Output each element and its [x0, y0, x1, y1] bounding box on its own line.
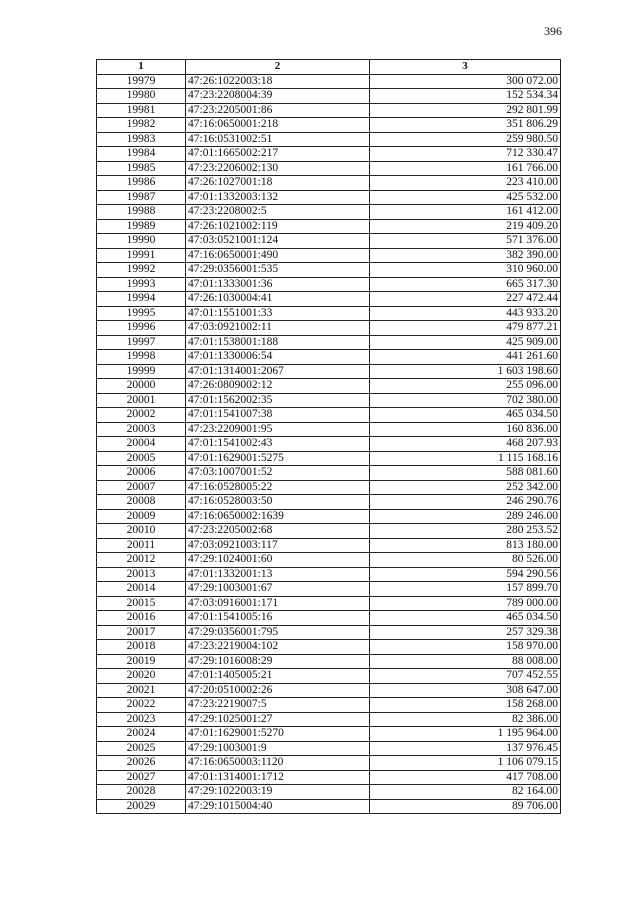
- row-number-cell: 19990: [97, 234, 186, 249]
- header-row: [97, 60, 561, 75]
- cadastral-number-cell: 47:01:1333001:36: [186, 277, 370, 292]
- cadastral-number-cell: 47:29:1016008:29: [186, 654, 370, 669]
- cadastral-number-cell: 47:01:1541002:43: [186, 437, 370, 452]
- row-number-cell: 20007: [97, 480, 186, 495]
- table-row: [97, 451, 561, 466]
- cadastral-number-cell: 47:01:1551001:33: [186, 306, 370, 321]
- row-number-cell: 19997: [97, 335, 186, 350]
- row-number-cell: 20025: [97, 741, 186, 756]
- table-row: [97, 219, 561, 234]
- table-row: [97, 422, 561, 437]
- value-cell: 479 877.21: [370, 321, 561, 336]
- value-cell: 1 603 198.60: [370, 364, 561, 379]
- row-number-cell: 20020: [97, 669, 186, 684]
- value-cell: 161 412.00: [370, 205, 561, 220]
- value-cell: 813 180.00: [370, 538, 561, 553]
- row-number-cell: 20014: [97, 582, 186, 597]
- table-row: [97, 785, 561, 800]
- cadastral-number-cell: 47:01:1629001:5275: [186, 451, 370, 466]
- cadastral-number-cell: 47:01:1629001:5270: [186, 727, 370, 742]
- row-number-cell: 19985: [97, 161, 186, 176]
- table-row: [97, 147, 561, 162]
- table-row: [97, 118, 561, 133]
- row-number-cell: 20017: [97, 625, 186, 640]
- value-cell: 465 034.50: [370, 611, 561, 626]
- table-row: [97, 495, 561, 510]
- row-number-cell: 20021: [97, 683, 186, 698]
- table-row: [97, 524, 561, 539]
- cadastral-number-cell: 47:16:0528005:22: [186, 480, 370, 495]
- row-number-cell: 20027: [97, 770, 186, 785]
- table-row: [97, 770, 561, 785]
- cadastral-number-cell: 47:29:1022003:19: [186, 785, 370, 800]
- row-number-cell: 20009: [97, 509, 186, 524]
- value-cell: 417 708.00: [370, 770, 561, 785]
- value-cell: 82 386.00: [370, 712, 561, 727]
- row-number-cell: 19983: [97, 132, 186, 147]
- table-row: [97, 364, 561, 379]
- cadastral-number-cell: 47:20:0510002:26: [186, 683, 370, 698]
- row-number-cell: 19996: [97, 321, 186, 336]
- value-cell: 571 376.00: [370, 234, 561, 249]
- value-cell: 1 106 079.15: [370, 756, 561, 771]
- value-cell: 158 970.00: [370, 640, 561, 655]
- cadastral-number-cell: 47:03:0916001:171: [186, 596, 370, 611]
- row-number-cell: 19992: [97, 263, 186, 278]
- cadastral-number-cell: 47:01:1562002:35: [186, 393, 370, 408]
- value-cell: 351 806.29: [370, 118, 561, 133]
- cadastral-number-cell: 47:23:2206002:130: [186, 161, 370, 176]
- value-cell: 310 960.00: [370, 263, 561, 278]
- column-header-2: 2: [186, 60, 370, 75]
- table-row: [97, 582, 561, 597]
- cadastral-number-cell: 47:29:0356001:535: [186, 263, 370, 278]
- value-cell: 712 330.47: [370, 147, 561, 162]
- table-row: [97, 350, 561, 365]
- row-number-cell: 20012: [97, 553, 186, 568]
- table-row: [97, 640, 561, 655]
- row-number-cell: 19986: [97, 176, 186, 191]
- row-number-cell: 20010: [97, 524, 186, 539]
- row-number-cell: 20013: [97, 567, 186, 582]
- table-row: [97, 234, 561, 249]
- cadastral-number-cell: 47:29:1024001:60: [186, 553, 370, 568]
- value-cell: 89 706.00: [370, 799, 561, 814]
- table-row: [97, 698, 561, 713]
- table-row: [97, 103, 561, 118]
- table-row: [97, 669, 561, 684]
- value-cell: 789 000.00: [370, 596, 561, 611]
- row-number-cell: 19995: [97, 306, 186, 321]
- table-row: [97, 205, 561, 220]
- value-cell: 152 534.34: [370, 89, 561, 104]
- value-cell: 465 034.50: [370, 408, 561, 423]
- table-row: [97, 321, 561, 336]
- row-number-cell: 20001: [97, 393, 186, 408]
- row-number-cell: 20018: [97, 640, 186, 655]
- table-row: [97, 654, 561, 669]
- table-row: [97, 408, 561, 423]
- table-row: [97, 741, 561, 756]
- table-row: [97, 553, 561, 568]
- value-cell: 257 329.38: [370, 625, 561, 640]
- cadastral-number-cell: 47:01:1538001:188: [186, 335, 370, 350]
- row-number-cell: 19984: [97, 147, 186, 162]
- row-number-cell: 19981: [97, 103, 186, 118]
- cadastral-number-cell: 47:23:2209001:95: [186, 422, 370, 437]
- value-cell: 280 253.52: [370, 524, 561, 539]
- cadastral-number-cell: 47:01:1332001:13: [186, 567, 370, 582]
- table-row: [97, 176, 561, 191]
- table-row: [97, 611, 561, 626]
- value-cell: 80 526.00: [370, 553, 561, 568]
- table-row: [97, 756, 561, 771]
- value-cell: 292 801.99: [370, 103, 561, 118]
- cadastral-number-cell: 47:23:2208004:39: [186, 89, 370, 104]
- cadastral-number-cell: 47:26:1027001:18: [186, 176, 370, 191]
- row-number-cell: 20019: [97, 654, 186, 669]
- row-number-cell: 20006: [97, 466, 186, 481]
- value-cell: 702 380.00: [370, 393, 561, 408]
- cadastral-number-cell: 47:23:2205001:86: [186, 103, 370, 118]
- value-cell: 308 647.00: [370, 683, 561, 698]
- table-row: [97, 625, 561, 640]
- row-number-cell: 20028: [97, 785, 186, 800]
- value-cell: 468 207.93: [370, 437, 561, 452]
- value-cell: 252 342.00: [370, 480, 561, 495]
- table-row: [97, 248, 561, 263]
- cadastral-number-cell: 47:16:0528003:50: [186, 495, 370, 510]
- value-cell: 300 072.00: [370, 74, 561, 89]
- cadastral-number-cell: 47:03:0921003:117: [186, 538, 370, 553]
- value-cell: 441 261.60: [370, 350, 561, 365]
- cadastral-number-cell: 47:26:1022003:18: [186, 74, 370, 89]
- table-row: [97, 683, 561, 698]
- value-cell: 588 081.60: [370, 466, 561, 481]
- row-number-cell: 20011: [97, 538, 186, 553]
- cadastral-number-cell: 47:16:0650001:218: [186, 118, 370, 133]
- table-row: [97, 727, 561, 742]
- cadastral-number-cell: 47:26:1030004:41: [186, 292, 370, 307]
- table-row: [97, 292, 561, 307]
- cadastral-number-cell: 47:01:1541005:16: [186, 611, 370, 626]
- cadastral-number-cell: 47:16:0650003:1120: [186, 756, 370, 771]
- cadastral-number-cell: 47:03:0921002:11: [186, 321, 370, 336]
- table-row: [97, 335, 561, 350]
- row-number-cell: 20003: [97, 422, 186, 437]
- table-row: [97, 567, 561, 582]
- row-number-cell: 19982: [97, 118, 186, 133]
- row-number-cell: 19979: [97, 74, 186, 89]
- cadastral-number-cell: 47:23:2205002:68: [186, 524, 370, 539]
- row-number-cell: 20022: [97, 698, 186, 713]
- row-number-cell: 19994: [97, 292, 186, 307]
- row-number-cell: 19980: [97, 89, 186, 104]
- cadastral-number-cell: 47:01:1541007:38: [186, 408, 370, 423]
- row-number-cell: 19993: [97, 277, 186, 292]
- value-cell: 219 409.20: [370, 219, 561, 234]
- table-row: [97, 132, 561, 147]
- value-cell: 161 766.00: [370, 161, 561, 176]
- value-cell: 157 899.70: [370, 582, 561, 597]
- cadastral-number-cell: 47:23:2219004:102: [186, 640, 370, 655]
- row-number-cell: 19999: [97, 364, 186, 379]
- row-number-cell: 20023: [97, 712, 186, 727]
- table-row: [97, 379, 561, 394]
- value-cell: 425 532.00: [370, 190, 561, 205]
- cadastral-number-cell: 47:29:1025001:27: [186, 712, 370, 727]
- value-cell: 707 452.55: [370, 669, 561, 684]
- cadastral-number-cell: 47:01:1330006:54: [186, 350, 370, 365]
- table-row: [97, 393, 561, 408]
- column-header-1: 1: [97, 60, 186, 75]
- value-cell: 158 268.00: [370, 698, 561, 713]
- value-cell: 255 096.00: [370, 379, 561, 394]
- table-row: [97, 799, 561, 814]
- cadastral-number-cell: 47:23:2219007:5: [186, 698, 370, 713]
- table-row: [97, 437, 561, 452]
- row-number-cell: 19987: [97, 190, 186, 205]
- value-cell: 425 909.00: [370, 335, 561, 350]
- table-row: [97, 277, 561, 292]
- cadastral-number-cell: 47:16:0531002:51: [186, 132, 370, 147]
- cadastral-number-cell: 47:01:1665002:217: [186, 147, 370, 162]
- row-number-cell: 20008: [97, 495, 186, 510]
- row-number-cell: 20029: [97, 799, 186, 814]
- row-number-cell: 19998: [97, 350, 186, 365]
- value-cell: 160 836.00: [370, 422, 561, 437]
- value-cell: 259 980.50: [370, 132, 561, 147]
- cadastral-number-cell: 47:01:1314001:1712: [186, 770, 370, 785]
- value-cell: 246 290.76: [370, 495, 561, 510]
- row-number-cell: 20002: [97, 408, 186, 423]
- cadastral-number-cell: 47:29:0356001:795: [186, 625, 370, 640]
- cadastral-number-cell: 47:23:2208002:5: [186, 205, 370, 220]
- value-cell: 88 008.00: [370, 654, 561, 669]
- value-cell: 289 246.00: [370, 509, 561, 524]
- column-header-3: 3: [370, 60, 561, 75]
- cadastral-number-cell: 47:03:1007001:52: [186, 466, 370, 481]
- value-cell: 82 164.00: [370, 785, 561, 800]
- value-cell: 1 115 168.16: [370, 451, 561, 466]
- value-cell: 594 290.56: [370, 567, 561, 582]
- cadastral-number-cell: 47:16:0650002:1639: [186, 509, 370, 524]
- row-number-cell: 20015: [97, 596, 186, 611]
- value-cell: 443 933.20: [370, 306, 561, 321]
- table-row: [97, 89, 561, 104]
- cadastral-number-cell: 47:01:1314001:2067: [186, 364, 370, 379]
- value-cell: 382 390.00: [370, 248, 561, 263]
- table-row: [97, 712, 561, 727]
- table-row: [97, 190, 561, 205]
- row-number-cell: 20005: [97, 451, 186, 466]
- cadastral-number-cell: 47:29:1003001:9: [186, 741, 370, 756]
- cadastral-number-cell: 47:26:0809002:12: [186, 379, 370, 394]
- row-number-cell: 20000: [97, 379, 186, 394]
- row-number-cell: 19989: [97, 219, 186, 234]
- table-row: [97, 509, 561, 524]
- table-row: [97, 466, 561, 481]
- row-number-cell: 20026: [97, 756, 186, 771]
- page-number: 396: [544, 24, 562, 38]
- table-row: [97, 538, 561, 553]
- cadastral-number-cell: 47:01:1332003:132: [186, 190, 370, 205]
- table-row: [97, 74, 561, 89]
- row-number-cell: 20024: [97, 727, 186, 742]
- cadastral-number-cell: 47:29:1015004:40: [186, 799, 370, 814]
- value-cell: 1 195 964.00: [370, 727, 561, 742]
- cadastral-number-cell: 47:03:0521001:124: [186, 234, 370, 249]
- row-number-cell: 19991: [97, 248, 186, 263]
- cadastral-number-cell: 47:29:1003001:67: [186, 582, 370, 597]
- value-cell: 665 317.30: [370, 277, 561, 292]
- row-number-cell: 20004: [97, 437, 186, 452]
- table-row: [97, 263, 561, 278]
- table-row: [97, 596, 561, 611]
- value-cell: 223 410.00: [370, 176, 561, 191]
- value-cell: 137 976.45: [370, 741, 561, 756]
- table-row: [97, 480, 561, 495]
- cadastral-number-cell: 47:01:1405005:21: [186, 669, 370, 684]
- cadastral-number-cell: 47:26:1021002:119: [186, 219, 370, 234]
- value-cell: 227 472.44: [370, 292, 561, 307]
- data-table: [96, 59, 561, 814]
- row-number-cell: 19988: [97, 205, 186, 220]
- table-row: [97, 161, 561, 176]
- cadastral-number-cell: 47:16:0650001:490: [186, 248, 370, 263]
- row-number-cell: 20016: [97, 611, 186, 626]
- table-row: [97, 306, 561, 321]
